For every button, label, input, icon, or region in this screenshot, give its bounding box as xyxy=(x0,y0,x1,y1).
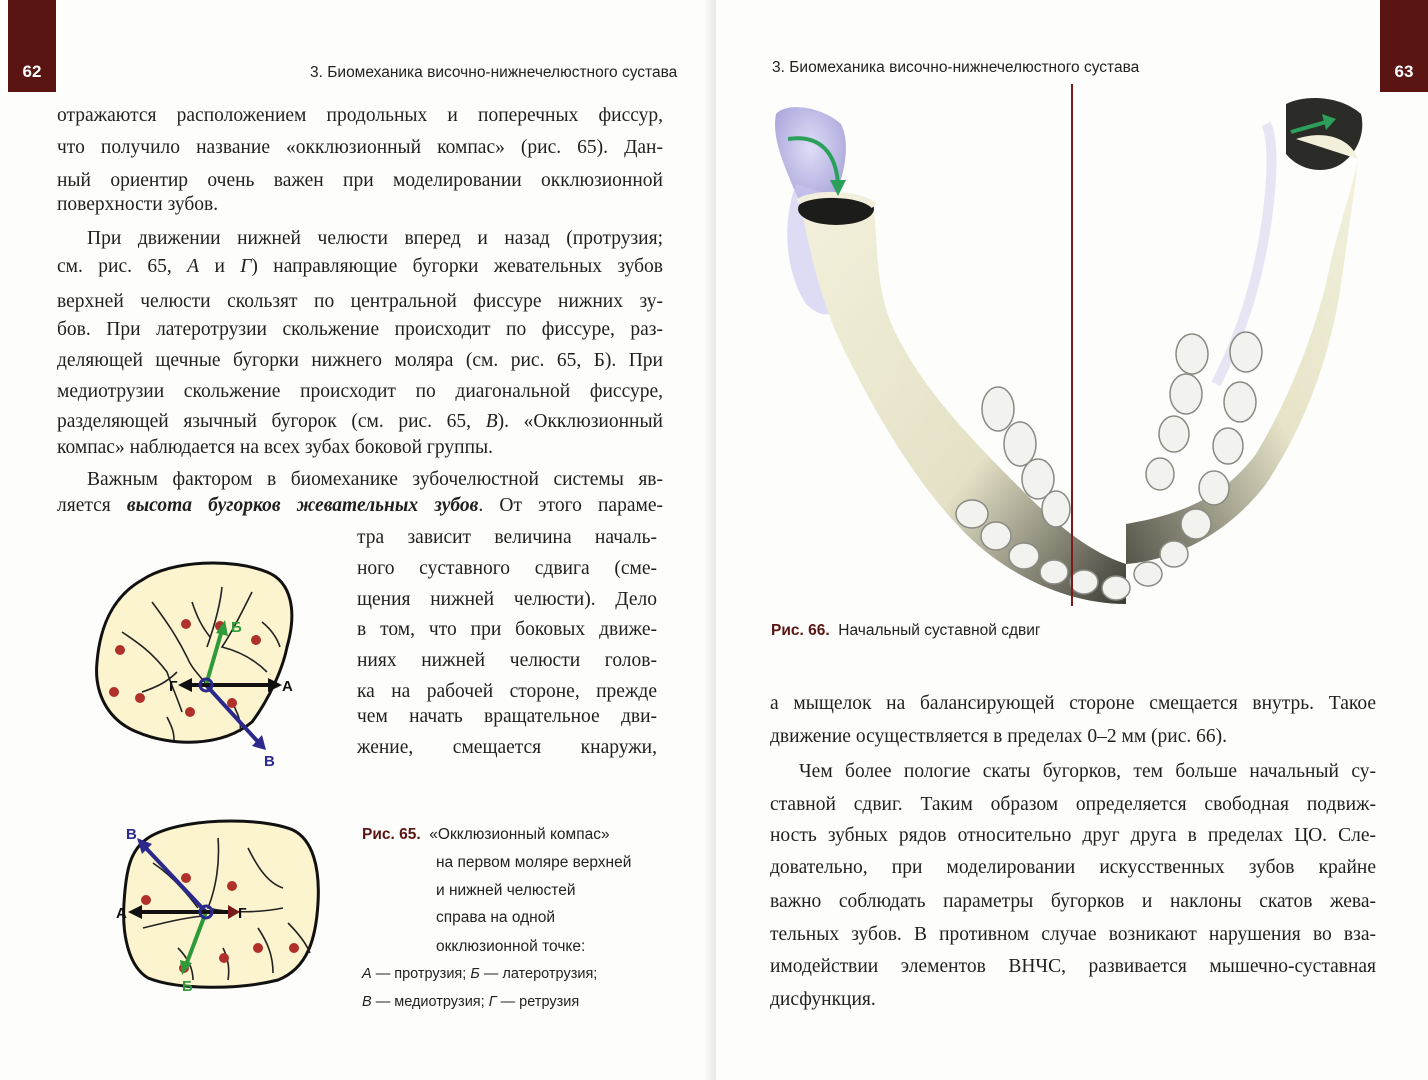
running-head-right: 3. Биомеханика височно-нижнечелюстного сустава xyxy=(772,59,1140,76)
text-line: Чем более пологие скаты бугорков, тем больше начальный су- xyxy=(799,761,1376,782)
text-line: дисфункция. xyxy=(770,989,876,1010)
text-line: ный ориентир очень важен при моделировании окклюзионной xyxy=(57,170,663,191)
text-line: ного суставного сдвига (сме- xyxy=(357,558,657,579)
label-a-upper: А xyxy=(282,678,293,695)
text-line: ка на рабочей стороне, прежде xyxy=(357,681,657,702)
text-line: разделяющей язычный бугорок (см. рис. 65, В). «Окклюзионный xyxy=(57,411,663,432)
label-g-upper: Г xyxy=(169,678,178,695)
text-line: отражаются расположением продольных и поперечных фиссур, xyxy=(57,105,663,126)
text-line: щения нижней челюсти). Дело xyxy=(357,589,657,610)
text-line: ниях нижней челюсти голов- xyxy=(357,650,657,671)
text-line: чем начать вращательное дви- xyxy=(357,706,657,727)
text-line: деляющей щечные бугорки нижнего моляра (см. рис. 65, Б). При xyxy=(57,350,663,371)
text-line: Важным фактором в биомеханике зубочелюстной системы яв- xyxy=(87,469,663,490)
page-number-right: 63 xyxy=(1380,0,1428,92)
figure-65-upper-molar xyxy=(82,552,312,772)
text-line: что получило название «окклюзионный компас» (рис. 65). Дан- xyxy=(57,137,663,158)
text-line: медиотрузии скольжение происходит по диагональной фиссуре, xyxy=(57,381,663,402)
text-line: довательно, при моделировании искусственных зубов крайне xyxy=(770,857,1376,878)
text-line: компас» наблюдается на всех зубах боковой группы. xyxy=(57,437,493,458)
text-line: имодействии элементов ВНЧС, развивается мышечно-суставная xyxy=(770,956,1376,977)
lower-tooth-outline xyxy=(124,821,319,987)
figure-65-legend-line: А — протрузия; Б — латеротрузия; xyxy=(362,966,598,982)
figure-65-caption-line: окклюзионной точке: xyxy=(436,938,586,955)
text-line: важно соблюдать параметры бугорков и наклоны скатов жева- xyxy=(770,891,1376,912)
label-v-lower: В xyxy=(126,826,137,843)
text-line: ставной сдвиг. Таким образом определяется свободная подвиж- xyxy=(770,794,1376,815)
text-line: движение осуществляется в пределах 0–2 мм (рис. 66). xyxy=(770,726,1228,747)
figure-66-caption: Рис. 66. Начальный суставной сдвиг xyxy=(771,622,1041,639)
text-line: ляется высота бугорков жевательных зубов. От этого параме- xyxy=(57,495,663,516)
text-line: см. рис. 65, А и Г) направляющие бугорки жевательных зубов xyxy=(57,256,663,277)
label-b-lower: Б xyxy=(182,978,193,995)
figure-65-lower-molar xyxy=(108,808,338,998)
text-line: При движении нижней челюсти вперед и назад (протрузия; xyxy=(87,228,663,249)
text-line: жение, смещается кнаружи, xyxy=(357,737,657,758)
text-line: тельных зубов. В противном случае возникают нарушения во вза- xyxy=(770,924,1376,945)
upper-tooth-outline xyxy=(97,563,292,742)
text-line: а мыщелок на балансирующей стороне смещается внутрь. Такое xyxy=(770,693,1376,714)
text-line: тра зависит величина началь- xyxy=(357,527,657,548)
figure-65-caption-line: справа на одной xyxy=(436,909,556,926)
label-v-upper: В xyxy=(264,753,275,770)
right-page xyxy=(716,0,1428,1080)
page-number-left: 62 xyxy=(8,0,56,92)
text-line: поверхности зубов. xyxy=(57,194,219,215)
text-line: бов. При латеротрузии скольжение происходит по фиссуре, раз- xyxy=(57,319,663,340)
figure-65-caption-line: на первом моляре верхней xyxy=(436,854,632,871)
label-b-upper: Б xyxy=(231,619,242,636)
running-head-left: 3. Биомеханика височно-нижнечелюстного сустава xyxy=(310,64,678,81)
figure-66-mandible xyxy=(766,84,1386,612)
figure-65-caption-line: Рис. 65. «Окклюзионный компас» xyxy=(362,826,610,843)
text-line: верхней челюсти скользят по центральной фиссуре нижних зу- xyxy=(57,291,663,312)
label-a-lower: А xyxy=(116,905,127,922)
text-line: ность зубных рядов относительно друг друга в пределах ЦО. Сле- xyxy=(770,825,1376,846)
left-page xyxy=(0,0,712,1080)
text-line: в том, что при боковых движе- xyxy=(357,619,657,640)
label-g-lower: Г xyxy=(238,905,247,922)
figure-65-caption-line: и нижней челюстей xyxy=(436,882,576,899)
figure-65-legend-line: В — медиотрузия; Г — ретрузия xyxy=(362,994,580,1010)
